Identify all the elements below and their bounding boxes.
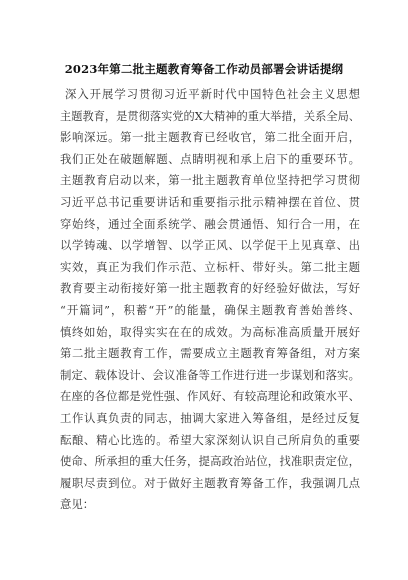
document-title: 2023年第二批主题教育筹备工作动员部署会讲话提纲 (64, 62, 344, 76)
body-line: 第二批主题教育工作，需要成立主题教育筹备组，对方案 (60, 346, 360, 361)
body-line: 深入开展学习贯彻习近平新时代中国特色社会主义思想 (65, 87, 360, 101)
body-line: “开篇词”，积蓄“开”的能量，确保主题教育善始善终、 (60, 302, 360, 317)
body-line: 酝酿、精心比选的。希望大家深刻认识自己所肩负的重要 (60, 432, 360, 447)
body-line: 慎终如始，取得实实在在的成效。为高标准高质量开展好 (60, 324, 360, 339)
body-line: 穿始终，通过全面系统学、融会贯通悟、知行合一用，在 (60, 216, 360, 231)
body-line: 教育要主动衔接好第一批主题教育的好经验好做法，写好 (60, 281, 360, 296)
body-line: 使命、所承担的重大任务，提高政治站位，找准职责定位， (60, 454, 360, 469)
body-line: 主题教育，是贯彻落实党的X大精神的重大举措，关系全局、 (60, 109, 360, 123)
body-line: 履职尽责到位。对于做好主题教育筹备工作，我强调几点 (60, 475, 360, 490)
document-body (60, 84, 360, 516)
body-line: 主题教育启动以来，第一批主题教育单位坚持把学习贯彻 (60, 173, 360, 188)
body-line: 影响深远。第一批主题教育已经收官，第二批全面开启， (60, 130, 360, 145)
body-line: 习近平总书记重要讲话和重要指示批示精神摆在首位、贯 (60, 194, 360, 209)
body-line: 意见： (60, 497, 95, 512)
body-line: 在座的各位都是党性强、作风好、有较高理论和政策水平、 (60, 389, 360, 404)
body-line: 工作认真负责的同志，抽调大家进入筹备组，是经过反复 (60, 410, 360, 425)
body-line: 制定、载体设计、会议准备等工作进行进一步谋划和落实。 (60, 367, 360, 382)
body-line: 我们正处在破题解题、点睛明视和承上启下的重要环节。 (60, 151, 360, 166)
body-line: 以学铸魂、以学增智、以学正风、以学促干上见真章、出 (60, 238, 360, 253)
body-line: 实效，真正为我们作示范、立标杆、带好头。第二批主题 (60, 259, 360, 274)
